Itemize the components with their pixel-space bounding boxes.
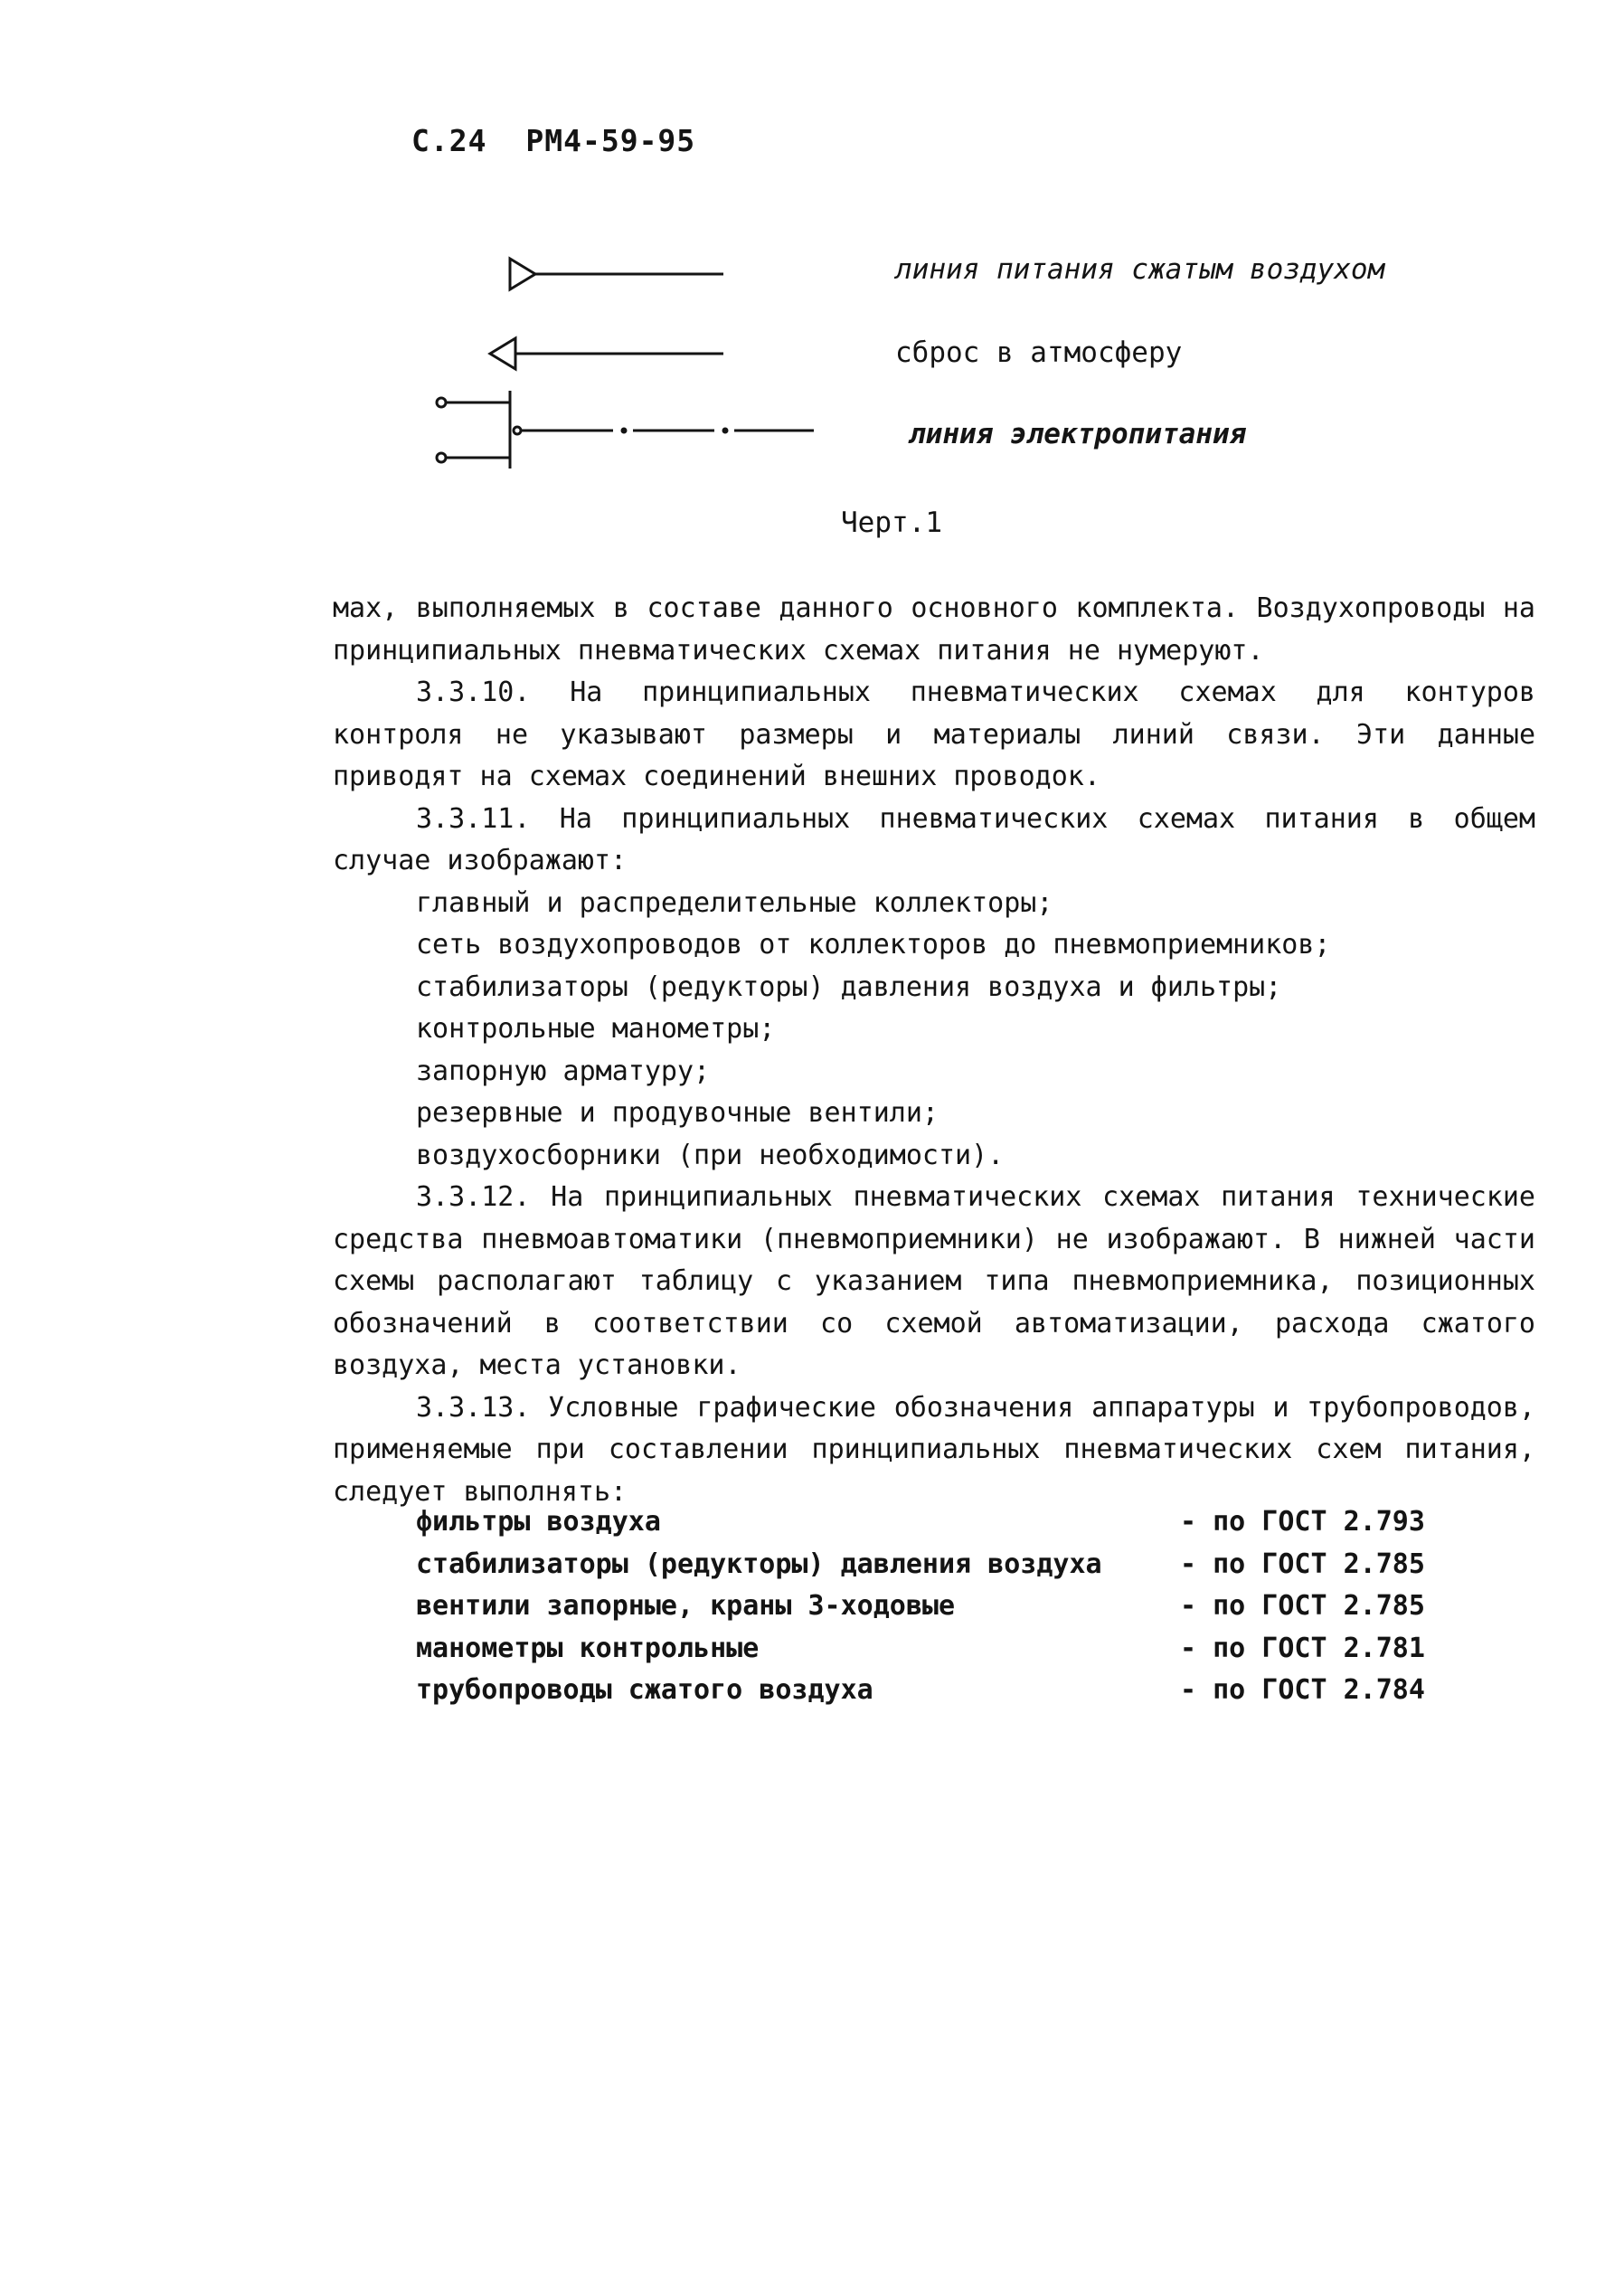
- list-item: запорную арматуру;: [416, 1055, 711, 1087]
- standards-item-name: вентили запорные, краны 3-ходовые: [416, 1590, 956, 1622]
- standards-item-ref: - по ГОСТ 2.785: [1180, 1590, 1425, 1622]
- standards-item-ref: - по ГОСТ 2.781: [1180, 1632, 1425, 1664]
- legend-symbols: [416, 235, 832, 479]
- list-item: главный и распределительные коллекторы;: [416, 886, 1053, 919]
- standards-item-name: манометры контрольные: [416, 1632, 760, 1664]
- legend-label-exhaust: сброс в атмосферу: [895, 336, 1183, 369]
- standards-item-name: фильтры воздуха: [416, 1506, 661, 1538]
- standards-item-ref: - по ГОСТ 2.784: [1180, 1674, 1425, 1706]
- standards-row: [416, 1501, 1456, 1544]
- standards-row: [416, 1586, 1456, 1628]
- paragraph-3-3-13: 3.3.13. Условные графические обозначения аппаратуры и трубопроводов, применяемые при составлении принципиальных пневматических схем питания, следует выполнять:: [333, 1391, 1535, 1508]
- standards-row: [416, 1628, 1456, 1671]
- body-text: [333, 588, 1535, 1513]
- list-item: стабилизаторы (редукторы) давления воздуха и фильтры;: [416, 970, 1282, 1003]
- list-item: воздухосборники (при необходимости).: [416, 1139, 1005, 1171]
- figure-caption: Черт.1: [841, 506, 942, 539]
- standards-table: [416, 1501, 1456, 1712]
- standards-item-ref: - по ГОСТ 2.785: [1180, 1548, 1425, 1580]
- compressed-air-supply-symbol: [510, 259, 723, 289]
- paragraph: мах, выполняемых в составе данного основного комплекта. Воздухопроводы на принципиальных пневматических схемах питания не нумеруют.: [333, 592, 1535, 667]
- legend-label-compressed-air: линия питания сжатым воздухом: [895, 253, 1385, 286]
- list-item: резервные и продувочные вентили;: [416, 1097, 939, 1129]
- list-item: сеть воздухопроводов от коллекторов до пневмоприемников;: [416, 929, 1331, 961]
- legend-label-electric: линия электропитания: [909, 418, 1247, 450]
- page-number: С.24: [411, 123, 487, 158]
- standards-row: [416, 1670, 1456, 1712]
- page-header: [411, 123, 715, 158]
- list-item: контрольные манометры;: [416, 1013, 776, 1045]
- paragraph-3-3-11: 3.3.11. На принципиальных пневматических схемах питания в общем случае изображают:: [333, 802, 1535, 876]
- paragraph-3-3-10: 3.3.10. На принципиальных пневматических схемах для контуров контроля не указывают размеры и материалы линий связи. Эти данные приводят на схемах соединений внешних проводок.: [333, 677, 1535, 792]
- standards-item-name: стабилизаторы (редукторы) давления воздуха: [416, 1548, 1102, 1580]
- standards-row: [416, 1544, 1456, 1586]
- paragraph-3-3-12: 3.3.12. На принципиальных пневматических схемах питания технические средства пневмоавтоматики (пневмоприемники) не изображают. В нижней части схемы располагают таблицу с указанием типа пневмоприемника, позиционных обозначений в соответствии со схемой автоматизации, расхода сжатого воздуха, места установки.: [333, 1181, 1535, 1381]
- electric-supply-symbol: [437, 391, 814, 469]
- standards-item-name: трубопроводы сжатого воздуха: [416, 1674, 873, 1706]
- standards-item-ref: - по ГОСТ 2.793: [1180, 1506, 1425, 1538]
- document-code: РМ4-59-95: [525, 123, 696, 158]
- atmosphere-exhaust-symbol: [490, 338, 723, 369]
